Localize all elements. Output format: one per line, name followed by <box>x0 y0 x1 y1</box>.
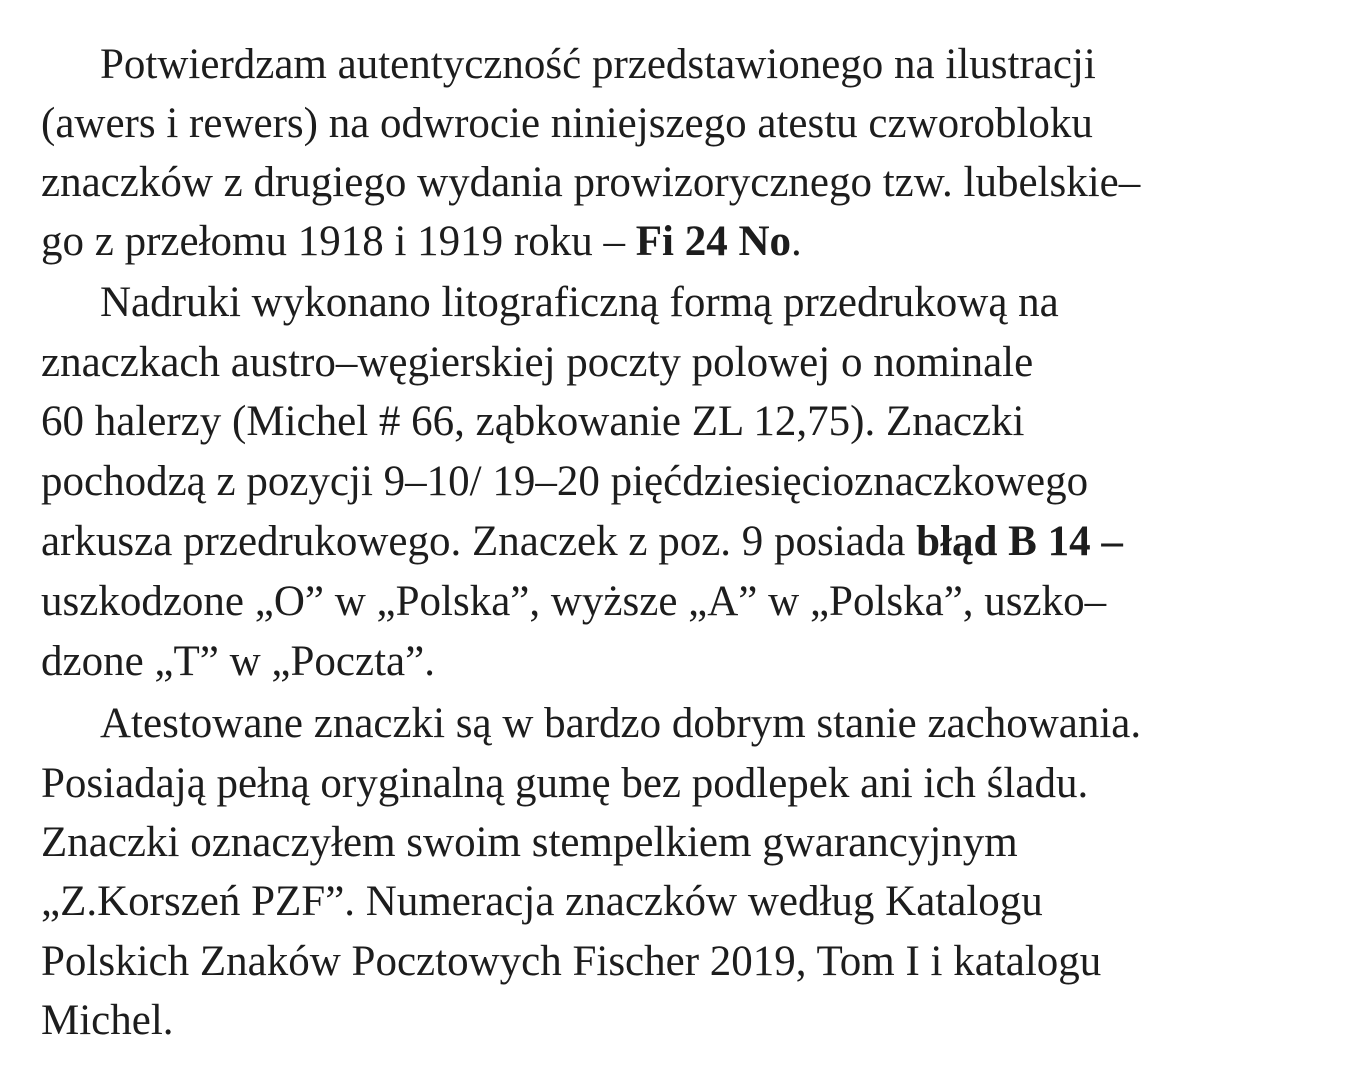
paragraph-3-line-2: Posiadają pełną oryginalną gumę bez podlepek ani ich śladu. <box>41 760 1089 807</box>
paragraph-1-line-1: Potwierdzam autentyczność przedstawionego na ilustracji <box>100 41 1096 88</box>
paragraph-2-line-3: 60 halerzy (Michel # 66, ząbkowanie ZL 12,75). Znaczki <box>41 398 1025 445</box>
paragraph-1-line-2: (awers i rewers) na odwrocie niniejszego atestu czworobloku <box>41 100 1093 147</box>
paragraph-1-line-4-text: go z przełomu 1918 i 1919 roku – <box>41 218 636 265</box>
paragraph-2-line-4: pochodzą z pozycji 9–10/ 19–20 pięćdziesięcioznaczkowego <box>41 458 1089 505</box>
paragraph-1-line-4-end: . <box>791 218 802 265</box>
paragraph-2-line-2: znaczkach austro–węgierskiej poczty polowej o nominale <box>41 339 1034 386</box>
paragraph-3-line-6: Michel. <box>41 997 174 1044</box>
paragraph-3-line-3: Znaczki oznaczyłem swoim stempelkiem gwarancyjnym <box>41 819 1018 866</box>
paragraph-2-line-5-text: arkusza przedrukowego. Znaczek z poz. 9 posiada <box>41 518 917 565</box>
paragraph-2-line-1: Nadruki wykonano litograficzną formą przedrukową na <box>100 279 1059 326</box>
catalog-number: Fi 24 No <box>635 218 792 265</box>
paragraph-1-line-4 <box>41 220 802 263</box>
paragraph-3-line-1: Atestowane znaczki są w bardzo dobrym stanie zachowania. <box>100 700 1142 747</box>
paragraph-3-line-4: „Z.Korszeń PZF”. Numeracja znaczków według Katalogu <box>41 878 1043 925</box>
paragraph-1-line-3: znaczków z drugiego wydania prowizorycznego tzw. lubelskie– <box>41 159 1141 206</box>
paragraph-2-line-7: dzone „T” w „Poczta”. <box>41 638 435 685</box>
paragraph-2-line-5 <box>41 520 1123 563</box>
error-code: błąd B 14 – <box>916 518 1123 565</box>
paragraph-2-line-6: uszkodzone „O” w „Polska”, wyższe „A” w „Polska”, uszko– <box>41 578 1107 625</box>
paragraph-3-line-5: Polskich Znaków Pocztowych Fischer 2019, Tom I i katalogu <box>41 938 1102 985</box>
